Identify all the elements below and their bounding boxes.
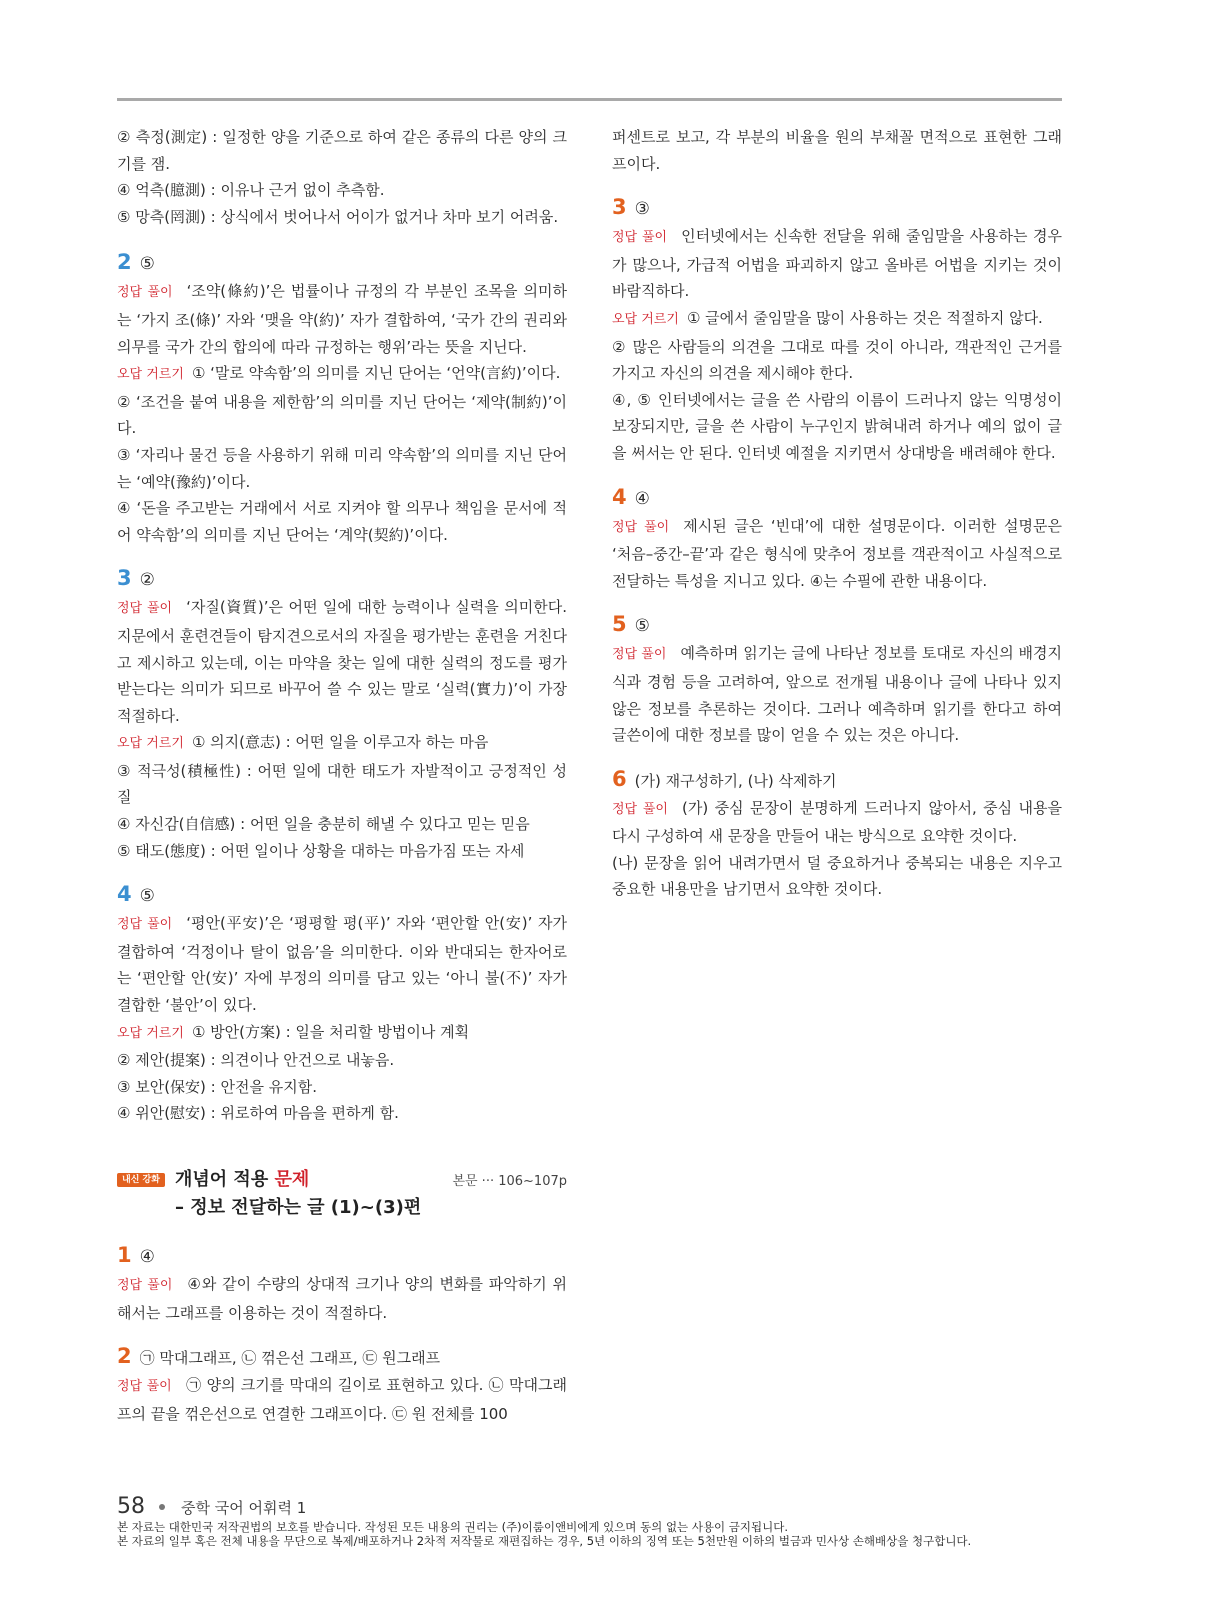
- page-footer: [117, 1494, 1077, 1519]
- section-title: 개념어 적용 문제: [175, 1169, 310, 1190]
- question-number: 3: [117, 566, 132, 591]
- wrong-item: ④, ⑤ 인터넷에서는 글을 쓴 사람의 이름이 드러나지 않는 익명성이 보장되지만, 글을 쓴 사람이 누구인지 밝혀내려 하거나 예의 없이 글을 써서는 안 된다. 인터넷 예절을 지키면서 상대방을 배려해야 한다.: [612, 390, 1062, 462]
- wrong-item: ③ ‘자리나 물건 등을 사용하기 위해 미리 약속함’의 의미를 지닌 단어는 ‘예약(豫約)’이다.: [117, 445, 567, 491]
- question-header: [612, 193, 1062, 223]
- copyright-line: 본 자료의 일부 혹은 전체 내용을 무단으로 복제/배포하거나 2차적 저작물로 재편집하는 경우, 5년 이하의 징역 또는 5천만원 이하의 벌금과 민사상 손해배상을 청구합니다.: [117, 1534, 972, 1548]
- wrong-item: ② 많은 사람들의 의견을 그대로 따를 것이 아니라, 객관적인 근거를 가지고 자신의 의견을 제시해야 한다.: [612, 337, 1062, 383]
- right-column: [612, 124, 1062, 903]
- question-number: 5: [612, 612, 627, 637]
- question-answer: ㉠ 막대그래프, ㉡ 꺾은선 그래프, ㉢ 원그래프: [139, 1349, 441, 1368]
- wrong-item: ⑤ 태도(態度) : 어떤 일이나 상황을 대하는 마음가짐 또는 자세: [117, 841, 525, 860]
- answer-tag: 정답 풀이: [117, 285, 173, 301]
- solution: 정답 풀이 인터넷에서는 신속한 전달을 위해 줄임말을 사용하는 경우가 많으나, 가급적 어법을 파괴하지 않고 올바른 어법을 지키는 것이 바람직하다.: [612, 227, 1062, 301]
- wrong-item: ④ ‘돈을 주고받는 거래에서 서로 지켜야 할 의무나 책임을 문서에 적어 약속함’의 의미를 지닌 단어는 ‘계약(契約)’이다.: [117, 499, 567, 544]
- solution: 정답 풀이 ‘평안(平安)’은 ‘평평할 평(平)’ 자와 ‘편안할 안(安)’ 자가 결합하여 ‘걱정이나 탈이 없음’을 의미한다. 이와 반대되는 한자어로는 ‘편안할 안(安)’ 자에 부정의 의미를 담고 있는 ‘아니 불(不)’ 자가 결합한 ‘불안’이 있다.: [117, 914, 567, 1015]
- solution: 정답 풀이 제시된 글은 ‘빈대’에 대한 설명문이다. 이러한 설명문은 ‘처음–중간–끝’과 같은 형식에 맞추어 정보를 객관적이고 사실적으로 전달하는 특성을 지니고 있다. ④는 수필에 관한 내용이다.: [612, 516, 1062, 590]
- solution: (나) 문장을 읽어 내려가면서 덜 중요하거나 중복되는 내용은 지우고 중요한 내용만을 남기면서 요약한 것이다.: [612, 853, 1062, 899]
- question-answer: ⑤: [634, 616, 650, 637]
- solution: 정답 풀이 (가) 중심 문장이 분명하게 드러나지 않아서, 중심 내용을 다시 구성하여 새 문장을 만들어 내는 방식으로 요약한 것이다.: [612, 798, 1062, 846]
- wrong-tag: 오답 거르기: [117, 736, 184, 752]
- continued-text: 퍼센트로 보고, 각 부분의 비율을 원의 부채꼴 면적으로 표현한 그래프이다.: [612, 128, 1062, 173]
- wrong-item: 오답 거르기 ① 글에서 줄임말을 많이 사용하는 것은 적절하지 않다.: [612, 308, 1043, 327]
- wrong-item: ③ 적극성(積極性) : 어떤 일에 대한 태도가 자발적이고 긍정적인 성질: [117, 761, 567, 807]
- solution: 정답 풀이 예측하며 읽기는 글에 나타난 정보를 토대로 자신의 배경지식과 경험 등을 고려하여, 앞으로 전개될 내용이나 글에 나타나 있지 않은 정보를 추론하는 것이다. 그러나 예측하며 읽기를 한다고 하여 글쓴이에 대한 정보를 많이 얻을 수 있는 것은 아니다.: [612, 644, 1063, 745]
- wrong-tag: 오답 거르기: [117, 367, 184, 383]
- question-answer: ④: [139, 1247, 155, 1267]
- question-header: [117, 248, 567, 278]
- bullet-dot: [159, 1504, 165, 1510]
- answer-tag: 정답 풀이: [612, 230, 668, 246]
- answer-tag: 정답 풀이: [612, 647, 667, 663]
- solution: 정답 풀이 ‘조약(條約)’은 법률이나 규정의 각 부분인 조목을 의미하는 ‘가지 조(條)’ 자와 ‘맺을 약(約)’ 자가 결합하여, ‘국가 간의 권리와 의무를 국가 간의 합의에 따라 규정하는 행위’라는 뜻을 지닌다.: [117, 282, 567, 356]
- top-rule: [117, 98, 1062, 101]
- wrong-item: 오답 거르기 ① ‘말로 약속함’의 의미를 지닌 단어는 ‘언약(言約)’이다.: [117, 364, 561, 383]
- question-answer: ③: [634, 199, 650, 220]
- copyright-line: 본 자료는 대한민국 저작권법의 보호를 받습니다. 작성된 모든 내용의 권리는 (주)이룸이앤비에게 있으며 동의 없는 사용이 금지됩니다.: [117, 1520, 788, 1534]
- wrong-item: ④ 위안(慰安) : 위로하여 마음을 편하게 함.: [117, 1104, 399, 1123]
- solution: 정답 풀이 ㉠ 양의 크기를 막대의 길이로 표현하고 있다. ㉡ 막대그래프의 끝을 꺾은선으로 연결한 그래프이다. ㉢ 원 전체를 100: [117, 1376, 567, 1423]
- answer-tag: 정답 풀이: [117, 917, 173, 933]
- wrong-item: ② ‘조건을 붙여 내용을 제한함’의 의미를 지닌 단어는 ‘제약(制約)’이다.: [117, 392, 567, 438]
- question-answer: ⑤: [139, 886, 155, 907]
- intro-line: ② 측정(測定) : 일정한 양을 기준으로 하여 같은 종류의 다른 양의 크기를 잼.: [117, 128, 567, 173]
- section-subtitle: – 정보 전달하는 글 (1)~(3)편: [175, 1197, 422, 1218]
- question-number: 3: [612, 195, 627, 220]
- left-column: [117, 124, 567, 1427]
- question-header: [117, 564, 567, 594]
- question-number: 4: [117, 882, 132, 907]
- intro-line: ⑤ 망측(罔測) : 상식에서 벗어나서 어이가 없거나 차마 보기 어려움.: [117, 207, 559, 226]
- question-header: [117, 1342, 567, 1372]
- question-answer: ⑤: [139, 254, 155, 275]
- wrong-tag: 오답 거르기: [612, 311, 679, 327]
- question-answer: ④: [634, 488, 650, 509]
- wrong-tag: 오답 거르기: [117, 1025, 184, 1041]
- answer-tag: 정답 풀이: [612, 519, 670, 535]
- wrong-item: ④ 자신감(自信感) : 어떤 일을 충분히 해낼 수 있다고 믿는 믿음: [117, 815, 530, 834]
- intro-line: ④ 억측(臆測) : 이유나 근거 없이 추측함.: [117, 181, 385, 200]
- answer-tag: 정답 풀이: [117, 601, 173, 617]
- wrong-item: 오답 거르기 ① 의지(意志) : 어떤 일을 이루고자 하는 마음: [117, 733, 489, 752]
- question-header: [612, 610, 1062, 640]
- page-reference: 본문 ··· 106~107p: [452, 1174, 567, 1189]
- solution: 정답 풀이 ‘자질(資質)’은 어떤 일에 대한 능력이나 실력을 의미한다. 지문에서 훈련견들이 탐지견으로서의 자질을 평가받는 훈련을 거친다고 제시하고 있는데, 이는 마약을 찾는 일에 대한 실력의 정도를 평가받는다는 의미가 되므로 바꾸어 쓸 수 있는 말로 ‘실력(實力)’이 가장 적절하다.: [117, 598, 567, 725]
- page-number: 58: [117, 1494, 145, 1519]
- answer-tag: 정답 풀이: [117, 1278, 173, 1293]
- question-answer: ②: [139, 570, 155, 591]
- wrong-item: ③ 보안(保安) : 안전을 유지함.: [117, 1077, 317, 1096]
- question-header: [117, 880, 567, 910]
- question-number: 4: [612, 484, 627, 509]
- solution: 정답 풀이 ④와 같이 수량의 상대적 크기나 양의 변화를 파악하기 위해서는 그래프를 이용하는 것이 적절하다.: [117, 1275, 567, 1322]
- section-header: [117, 1167, 567, 1227]
- section-badge: 내신 강화: [117, 1173, 165, 1187]
- question-header: [612, 765, 1062, 795]
- question-number: 1: [117, 1243, 132, 1267]
- question-header: [612, 483, 1062, 513]
- wrong-item: 오답 거르기 ① 방안(方案) : 일을 처리할 방법이나 계획: [117, 1022, 470, 1041]
- question-header: [117, 1241, 567, 1271]
- answer-tag: 정답 풀이: [117, 1379, 172, 1395]
- answer-tag: 정답 풀이: [612, 801, 668, 817]
- question-number: 2: [117, 250, 132, 275]
- question-answer: (가) 재구성하기, (나) 삭제하기: [634, 771, 837, 790]
- question-number: 6: [612, 766, 627, 791]
- book-title: 중학 국어 어휘력 1: [181, 1499, 307, 1517]
- wrong-item: ② 제안(提案) : 의견이나 안건으로 내놓음.: [117, 1051, 395, 1070]
- question-number: 2: [117, 1344, 132, 1369]
